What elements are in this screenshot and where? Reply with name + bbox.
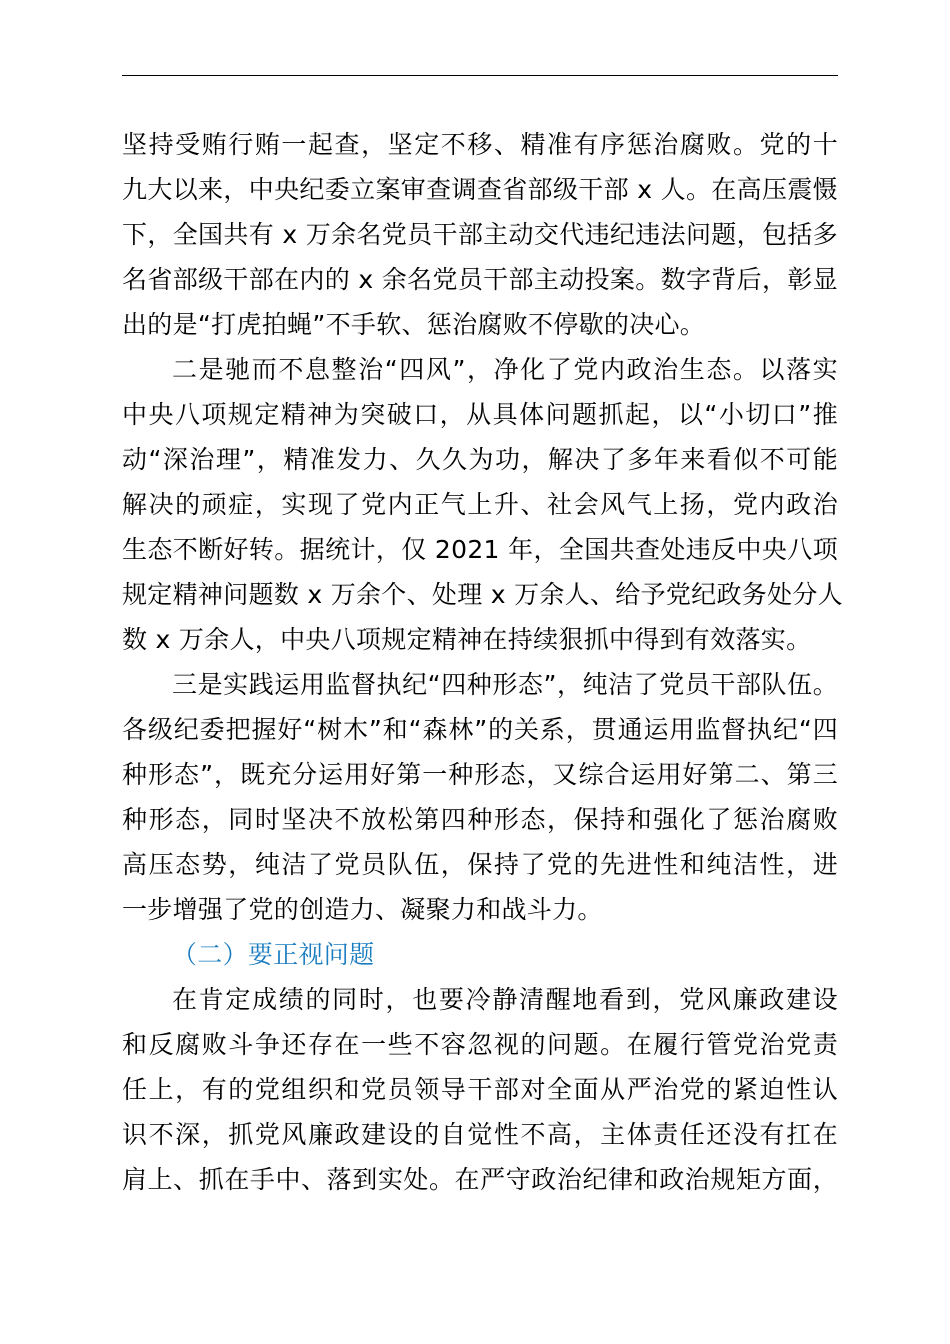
text-line: 出的是“打虎拍蝇”不手软、惩治腐败不停歇的决心。 xyxy=(122,310,706,339)
text-line: 任上，有的党组织和党员领导干部对全面从严治党的紧迫性认 xyxy=(122,1075,838,1104)
text-line: 名省部级干部在内的 x 余名党员干部主动投案。数字背后，彰显 xyxy=(122,265,838,294)
header-rule xyxy=(122,75,838,76)
text-line: 一步增强了党的创造力、凝聚力和战斗力。 xyxy=(122,895,603,924)
text-line: 动“深治理”，精准发力、久久为功，解决了多年来看似不可能 xyxy=(122,445,838,474)
text-line: 生态不断好转。据统计，仅 2021 年，全国共查处违反中央八项 xyxy=(122,535,838,564)
text-line: 解决的顽症，实现了党内正气上升、社会风气上扬，党内政治 xyxy=(122,490,838,519)
text-line: 种形态”，既充分运用好第一种形态，又综合运用好第二、第三 xyxy=(122,760,838,789)
text-line: 下，全国共有 x 万余名党员干部主动交代违纪违法问题，包括多 xyxy=(122,220,838,249)
text-line: 坚持受贿行贿一起查，坚定不移、精准有序惩治腐败。党的十 xyxy=(122,130,838,159)
text-line: 各级纪委把握好“树木”和“森林”的关系，贯通运用监督执纪“四 xyxy=(122,715,838,744)
text-line: 肩上、抓在手中、落到实处。在严守政治纪律和政治规矩方面， xyxy=(122,1165,838,1194)
text-line: 九大以来，中央纪委立案审查调查省部级干部 x 人。在高压震慑 xyxy=(122,175,838,204)
text-line: 高压态势，纯洁了党员队伍，保持了党的先进性和纯洁性，进 xyxy=(122,850,838,879)
paragraph-first-line: 三是实践运用监督执纪“四种形态”，纯洁了党员干部队伍。 xyxy=(172,670,838,699)
text-line: 和反腐败斗争还存在一些不容忽视的问题。在履行管党治党责 xyxy=(122,1030,838,1059)
text-line: 种形态，同时坚决不放松第四种形态，保持和强化了惩治腐败 xyxy=(122,805,838,834)
document-body xyxy=(122,122,843,1202)
text-line: 数 x 万余人，中央八项规定精神在持续狠抓中得到有效落实。 xyxy=(122,625,812,654)
paragraph-first-line: 在肯定成绩的同时，也要冷静清醒地看到，党风廉政建设 xyxy=(172,985,838,1014)
text-line: 规定精神问题数 x 万余个、处理 x 万余人、给予党纪政务处分人 xyxy=(122,580,843,609)
text-line: 中央八项规定精神为突破口，从具体问题抓起，以“小切口”推 xyxy=(122,400,838,429)
text-line: 识不深，抓党风廉政建设的自觉性不高，主体责任还没有扛在 xyxy=(122,1120,838,1149)
paragraph-first-line: 二是驰而不息整治“四风”，净化了党内政治生态。以落实 xyxy=(172,355,838,384)
section-heading: （二）要正视问题 xyxy=(172,940,375,969)
